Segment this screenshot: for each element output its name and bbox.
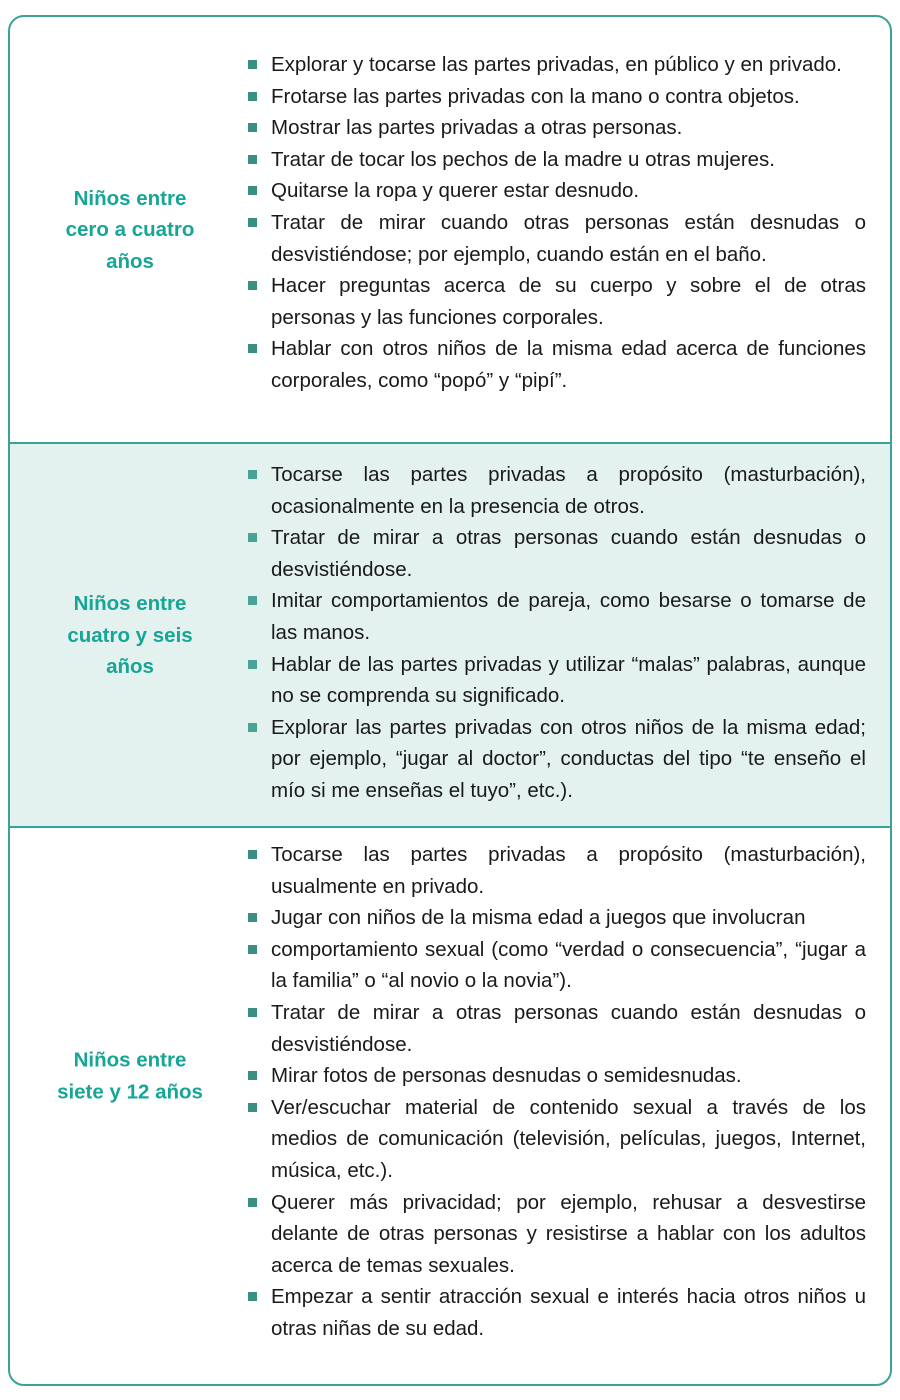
square-bullet-icon [248,155,257,164]
square-bullet-icon [248,470,257,479]
list-item: Explorar las partes privadas con otros niños de la misma edad; por ejemplo, “jugar al doctor”, conductas del tipo “te enseño el mío si me enseñas el tuyo”, etc.). [248,712,866,807]
square-bullet-icon [248,596,257,605]
list-item: Mostrar las partes privadas a otras personas. [248,112,866,144]
list-item: Hacer preguntas acerca de su cuerpo y sobre el de otras personas y las funciones corporales. [248,270,866,333]
square-bullet-icon [248,1198,257,1207]
list-item: Querer más privacidad; por ejemplo, rehusar a desvestirse delante de otras personas y resistirse a hablar con los adultos acerca de temas sexuales. [248,1187,866,1282]
list-item: Imitar comportamientos de pareja, como besarse o tomarse de las manos. [248,585,866,648]
square-bullet-icon [248,1008,257,1017]
square-bullet-icon [248,723,257,732]
list-item: comportamiento sexual (como “verdad o consecuencia”, “jugar a la familia” o “al novio o la novia”). [248,934,866,997]
square-bullet-icon [248,92,257,101]
square-bullet-icon [248,60,257,69]
list-item: Empezar a sentir atracción sexual e interés hacia otros niños u otras niñas de su edad. [248,1281,866,1344]
behavior-list [248,49,866,397]
list-item: Hablar de las partes privadas y utilizar “malas” palabras, aunque no se comprenda su significado. [248,649,866,712]
age-group-label: Niños entre cero a cuatro años [65,186,195,273]
square-bullet-icon [248,660,257,669]
square-bullet-icon [248,913,257,922]
table-row-7-12 [10,828,890,1386]
list-item: Explorar y tocarse las partes privadas, en público y en privado. [248,49,866,81]
list-item: Tratar de tocar los pechos de la madre u otras mujeres. [248,144,866,176]
list-item: Ver/escuchar material de contenido sexual a través de los medios de comunicación (televisión, películas, juegos, Internet, música, etc.). [248,1092,866,1187]
list-item: Hablar con otros niños de la misma edad acerca de funciones corporales, como “popó” y “pipí”. [248,333,866,396]
list-item: Frotarse las partes privadas con la mano o contra objetos. [248,81,866,113]
square-bullet-icon [248,1103,257,1112]
square-bullet-icon [248,945,257,954]
square-bullet-icon [248,533,257,542]
square-bullet-icon [248,218,257,227]
behavior-list [248,459,866,807]
square-bullet-icon [248,1292,257,1301]
square-bullet-icon [248,123,257,132]
square-bullet-icon [248,281,257,290]
table-row-0-4 [10,17,890,442]
age-group-label: Niños entre cuatro y seis años [67,591,193,678]
square-bullet-icon [248,186,257,195]
list-item: Tratar de mirar a otras personas cuando están desnudas o desvistiéndose. [248,997,866,1060]
square-bullet-icon [248,344,257,353]
list-item: Tocarse las partes privadas a propósito (masturbación), ocasionalmente en la presencia de otros. [248,459,866,522]
age-group-label: Niños entre siete y 12 años [57,1048,203,1103]
list-item: Mirar fotos de personas desnudas o semidesnudas. [248,1060,866,1092]
list-item: Quitarse la ropa y querer estar desnudo. [248,175,866,207]
behavior-list [248,839,866,1345]
list-item: Tratar de mirar cuando otras personas están desnudas o desvistiéndose; por ejemplo, cuando están en el baño. [248,207,866,270]
list-item: Tratar de mirar a otras personas cuando están desnudas o desvistiéndose. [248,522,866,585]
table-row-4-6 [10,444,890,826]
list-item: Jugar con niños de la misma edad a juegos que involucran [248,902,866,934]
list-item: Tocarse las partes privadas a propósito (masturbación), usualmente en privado. [248,839,866,902]
square-bullet-icon [248,1071,257,1080]
behavior-table [8,15,892,1386]
square-bullet-icon [248,850,257,859]
